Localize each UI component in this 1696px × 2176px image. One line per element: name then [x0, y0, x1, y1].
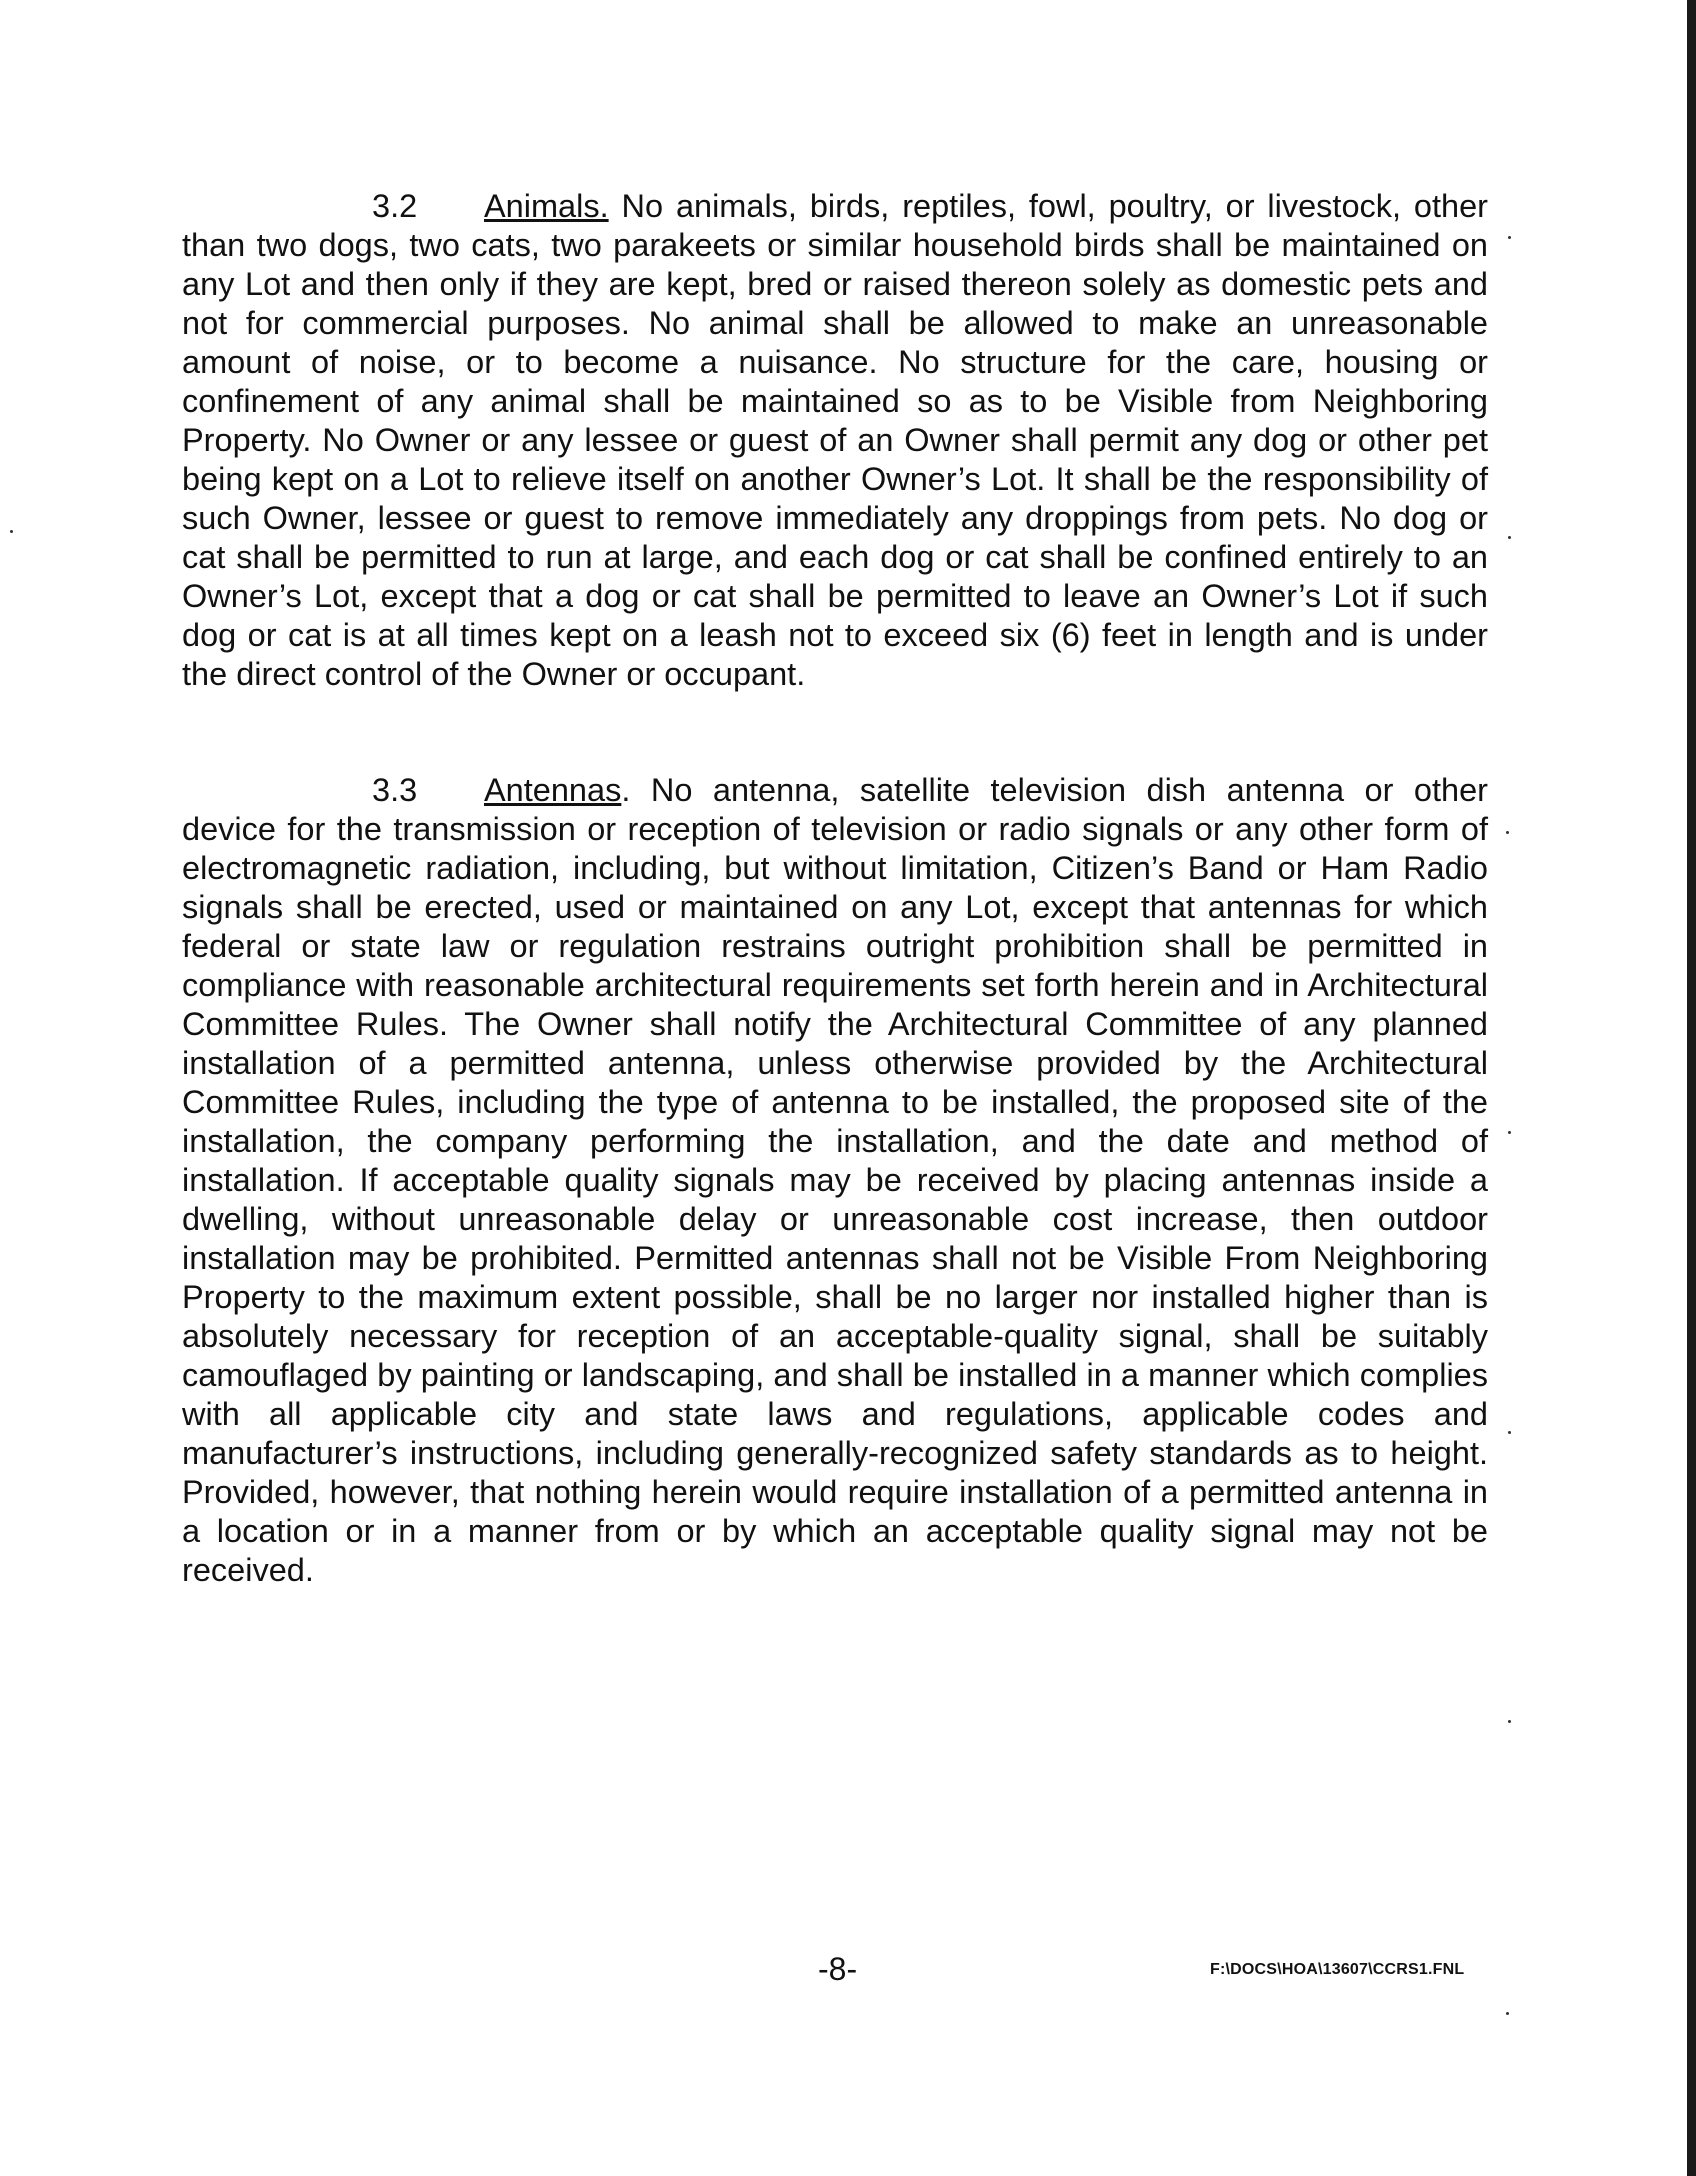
section-title: Animals. [484, 188, 609, 224]
section-3-3-paragraph [182, 771, 1488, 1590]
section-title: Antennas [484, 772, 622, 808]
section-number: 3.2 [372, 188, 418, 224]
scan-speck [1506, 2012, 1509, 2015]
scan-speck [1506, 831, 1509, 834]
section-3-2-paragraph [182, 187, 1488, 694]
scan-speck [1508, 536, 1511, 539]
scan-edge-shadow [1687, 0, 1696, 2176]
scan-speck [10, 530, 13, 533]
section-number: 3.3 [372, 772, 418, 808]
scan-speck [1508, 1131, 1511, 1134]
scan-speck [1508, 1431, 1511, 1434]
section-body: No animals, birds, reptiles, fowl, poultry, or livestock, other than two dogs, two cats, two parakeets or similar household birds shall be maintained on any Lot and then only if they are kept, bred or raised thereon solely as domestic pets and not for commercial purposes. No animal shall be allowed to make an unreasonable amount of noise, or to become a nuisance. No structure for the care, housing or confinement of any animal shall be maintained so as to be Visible from Neighboring Property. No Owner or any lessee or guest of an Owner shall permit any dog or other pet being kept on a Lot to relieve itself on another Owner’s Lot. It shall be the responsibility of such Owner, lessee or guest to remove immediately any droppings from pets. No dog or cat shall be permitted to run at large, and each dog or cat shall be confined entirely to an Owner’s Lot, except that a dog or cat shall be permitted to leave an Owner’s Lot if such dog or cat is at all times kept on a leash not to exceed six (6) feet in length and is under the direct control of the Owner or occupant. [182, 188, 1489, 692]
scan-speck [1508, 236, 1511, 239]
section-body: . No antenna, satellite television dish antenna or other device for the transmission or reception of television or radio signals or any other form of electromagnetic radiation, including, but without limitation, Citizen’s Band or Ham Radio signals shall be erected, used or maintained on any Lot, except that antennas for which federal or state law or regulation restrains outright prohibition shall be permitted in compliance with reasonable architectural requirements set forth herein and in Architectural Committee Rules. The Owner shall notify the Architectural Committee of any planned installation of a permitted antenna, unless otherwise provided by the Architectural Committee Rules, including the type of antenna to be installed, the proposed site of the installation, the company performing the installation, and the date and method of installation. If acceptable quality signals may be received by placing antennas inside a dwelling, without unreasonable delay or unreasonable cost increase, then outdoor installation may be prohibited. Permitted antennas shall not be Visible From Neighboring Property to the maximum extent possible, shall be no larger nor installed higher than is absolutely necessary for reception of an acceptable-quality signal, shall be suitably camouflaged by painting or landscaping, and shall be installed in a manner which complies with all applicable city and state laws and regulations, applicable codes and manufacturer’s instructions, including generally-recognized safety standards as to height. Provided, however, that nothing herein would require installation of a permitted antenna in a location or in a manner from or by which an acceptable quality signal may not be received. [182, 772, 1488, 1588]
page-number: -8- [818, 1951, 858, 1987]
file-path-reference: F:\DOCS\HOA\13607\CCRS1.FNL [1210, 1961, 1465, 1978]
scan-speck [1508, 1720, 1511, 1723]
